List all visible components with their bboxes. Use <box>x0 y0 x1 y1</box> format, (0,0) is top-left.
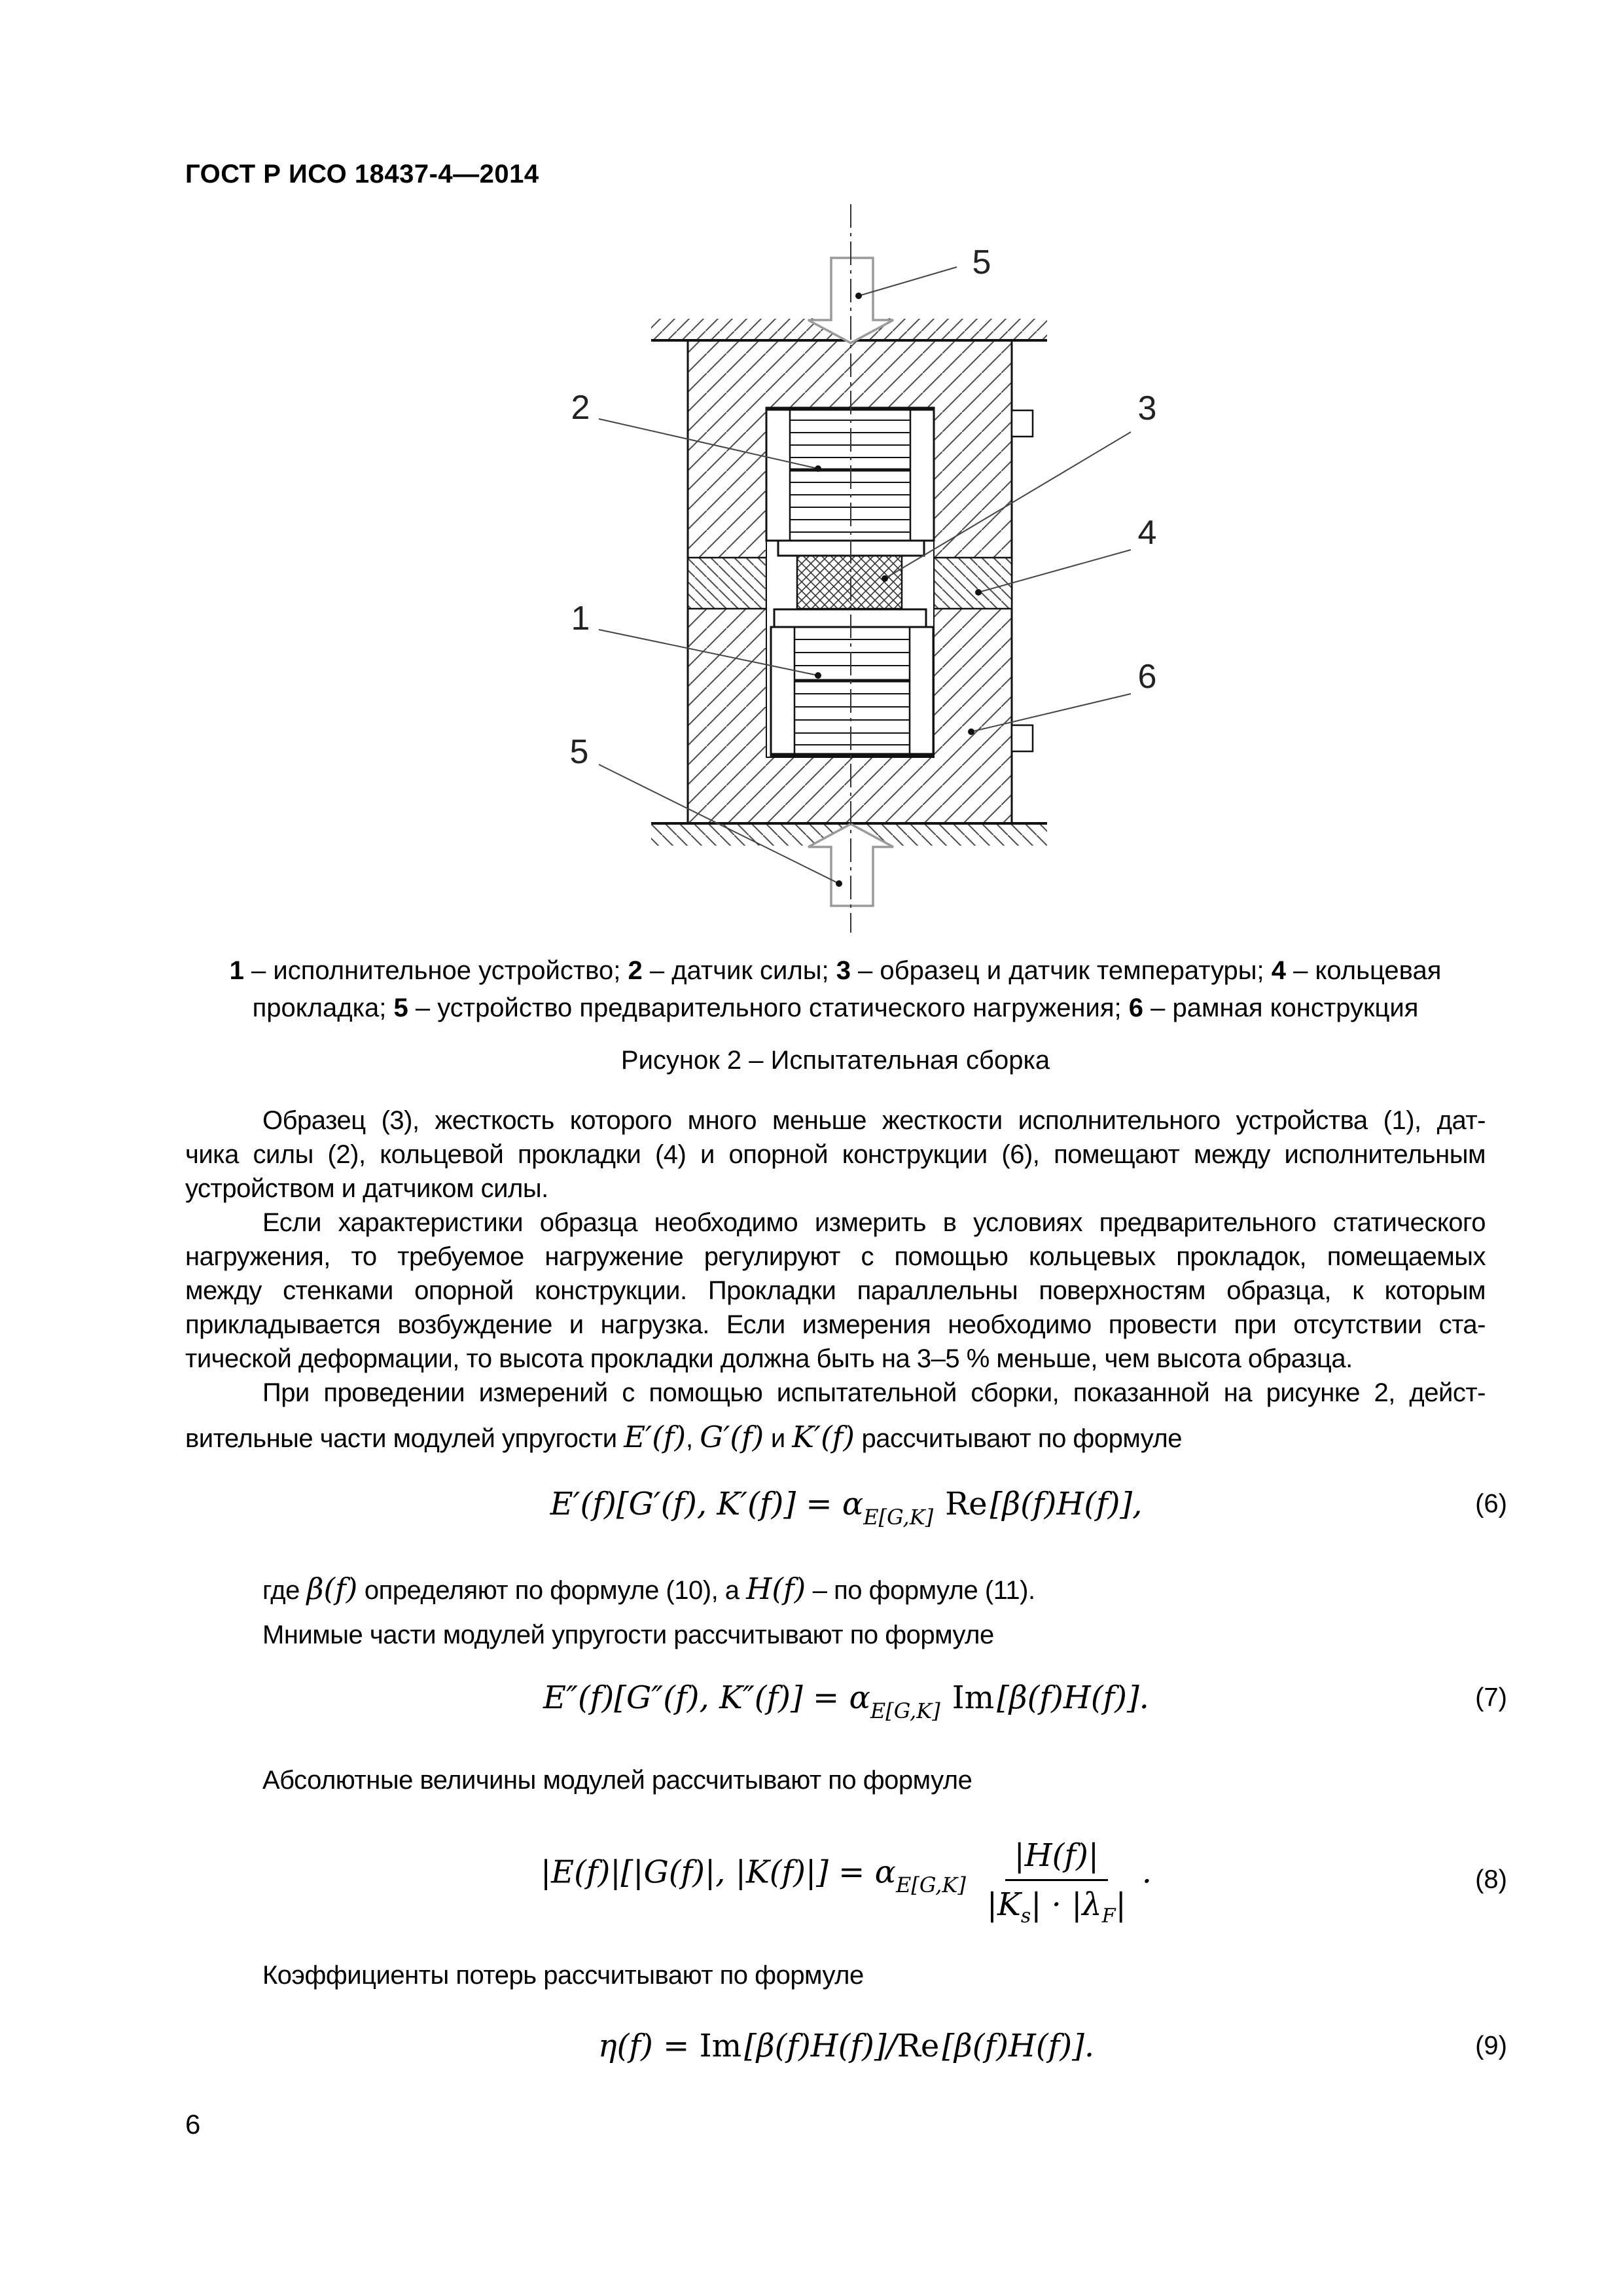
text-fragment: где <box>262 1576 307 1605</box>
formula-9-body <box>598 2028 1094 2064</box>
math-fragment: E′(f)[G′(f), K′(f)] = α <box>550 1486 864 1522</box>
math-operator-Im: Im <box>699 2028 742 2064</box>
math-fraction <box>978 1837 1135 1928</box>
callout-6: 6 <box>1137 658 1157 696</box>
text-line: прикладывается возбуждение и нагрузка. Если измерения необходимо провести при отсутствии ста- <box>185 1310 1486 1339</box>
fraction-numerator: |H(f)| <box>1005 1837 1108 1881</box>
paragraph-2 <box>185 1206 1486 1376</box>
text-fragment: – по формуле (11). <box>806 1576 1035 1605</box>
math-beta: β(f) <box>306 1571 358 1606</box>
math-fragment: | · |λ <box>1031 1886 1102 1923</box>
math-fragment: [β(f)H(f)] <box>744 2028 887 2064</box>
caption-line-2 <box>185 990 1486 1027</box>
caption-key-3: 3 <box>836 956 851 985</box>
math-operator-Re: Re <box>897 2028 940 2064</box>
figure-title: Рисунок 2 – Испытательная сборка <box>620 1046 1050 1075</box>
paragraph-1 <box>185 1103 1486 1206</box>
text-line: устройством и датчиком силы. <box>185 1174 548 1203</box>
formula-8-body <box>540 1837 1152 1928</box>
math-subscript: F <box>1101 1904 1116 1928</box>
formula-7 <box>185 1668 1507 1728</box>
math-fragment: |E(f)|[|G(f)|, |K(f)|] = α <box>540 1854 896 1891</box>
text-line: Если характеристики образца необходимо измерить в условиях предварительного статического <box>262 1208 1486 1237</box>
note-absolute <box>185 1763 1486 1797</box>
formula-7-body <box>543 1679 1149 1723</box>
callout-4: 4 <box>1137 514 1157 552</box>
callout-5-bottom: 5 <box>569 733 589 771</box>
math-fragment: [β(f)H(f)], <box>990 1486 1143 1522</box>
math-E-prime: E′(f) <box>624 1420 687 1454</box>
figure-2-test-assembly <box>543 190 1322 942</box>
text-line: При проведении измерений с помощью испытательной сборки, показанной на рисунке 2, дейст- <box>262 1378 1486 1407</box>
text-fragment: , <box>686 1424 700 1453</box>
text-line: Коэффициенты потерь рассчитывают по формуле <box>262 1961 864 1990</box>
side-tab-bottom <box>1012 725 1033 751</box>
callout-1: 1 <box>571 600 590 637</box>
caption-key-1: 1 <box>229 956 244 985</box>
math-fragment: E″(f)[G″(f), K″(f)] = α <box>543 1679 870 1716</box>
text-line: Абсолютные величины модулей рассчитывают по формуле <box>262 1766 972 1795</box>
ring-pad-right <box>934 558 1012 609</box>
ring-pad-left <box>688 558 766 609</box>
math-H: H(f) <box>746 1571 806 1606</box>
text-line: нагружения, то требуемое нагружение регулируют с помощью кольцевых прокладок, помещаемых <box>185 1242 1486 1271</box>
math-operator-Im: Im <box>952 1679 995 1716</box>
text-fragment: вительные части модулей упругости <box>185 1424 624 1453</box>
math-subscript: E[G,K] <box>895 1873 966 1898</box>
caption-key-5: 5 <box>393 994 408 1022</box>
callout-2: 2 <box>571 389 590 427</box>
caption-text: – датчик силы; <box>642 956 836 985</box>
text-line: Образец (3), жесткость которого много меньше жесткости исполнительного устройства (1), дат- <box>262 1106 1486 1135</box>
math-fragment: | <box>1115 1886 1126 1923</box>
math-fragment: . <box>1141 1854 1152 1891</box>
note-loss-factor <box>185 1958 1486 1992</box>
text-fragment: рассчитывают по формуле <box>854 1424 1182 1453</box>
text-line: между стенками опорной конструкции. Прокладки параллельны поверхностям образца, к которым <box>185 1276 1486 1305</box>
text-line: Мнимые части модулей упругости рассчитывают по формуле <box>262 1621 994 1649</box>
note-imaginary <box>185 1618 1486 1652</box>
text-line-math <box>185 1562 1486 1618</box>
callout-5-top: 5 <box>972 243 991 281</box>
paragraph-3 <box>185 1376 1486 1466</box>
math-slash: / <box>886 2028 897 2064</box>
math-subscript: s <box>1020 1904 1031 1928</box>
side-tab-top <box>1012 410 1033 437</box>
page-title: ГОСТ Р ИСО 18437-4—2014 <box>185 160 539 188</box>
math-fragment: |K <box>986 1886 1021 1923</box>
formula-number-9: (9) <box>1475 2031 1507 2060</box>
caption-text: – кольцевая <box>1285 956 1442 985</box>
caption-text: – рамная конструкция <box>1143 994 1419 1022</box>
text-line-math <box>185 1410 1486 1466</box>
text-line: тической деформации, то высота прокладки должна быть на 3–5 % меньше, чем высота образца. <box>185 1344 1353 1373</box>
caption-key-6: 6 <box>1128 994 1144 1022</box>
page-number: 6 <box>185 2109 201 2140</box>
formula-9 <box>185 2013 1507 2079</box>
math-fragment: η(f) = <box>597 2028 700 2064</box>
math-fragment: [β(f)H(f)]. <box>942 2028 1095 2064</box>
math-G-prime: G′(f) <box>700 1420 764 1454</box>
text-fragment: определяют по формуле (10), а <box>357 1576 747 1605</box>
caption-key-2: 2 <box>628 956 643 985</box>
actuator <box>771 609 933 756</box>
caption-text: прокладка; <box>252 994 394 1022</box>
text-fragment: и <box>764 1424 793 1453</box>
text-line: чика силы (2), кольцевой прокладки (4) и опорной конструкции (6), помещают между исполнительным <box>185 1140 1486 1169</box>
figure-caption <box>185 952 1486 1027</box>
math-fragment: [β(f)H(f)]. <box>997 1679 1149 1716</box>
formula-8 <box>185 1814 1507 1945</box>
caption-text: – устройство предварительного статического нагружения; <box>408 994 1129 1022</box>
formula-number-8: (8) <box>1475 1865 1507 1894</box>
specimen <box>797 556 902 609</box>
fraction-denominator <box>978 1881 1135 1928</box>
caption-text: – исполнительное устройство; <box>243 956 628 985</box>
caption-key-4: 4 <box>1271 956 1286 985</box>
math-subscript: E[G,K] <box>870 1698 940 1723</box>
math-K-prime: K′(f) <box>792 1420 855 1454</box>
caption-text: – образец и датчик температуры; <box>850 956 1272 985</box>
gde-note <box>185 1562 1486 1618</box>
formula-6 <box>185 1474 1507 1534</box>
formula-number-6: (6) <box>1475 1489 1507 1518</box>
math-operator-Re: Re <box>945 1486 988 1522</box>
math-subscript: E[G,K] <box>863 1505 934 1530</box>
callout-3: 3 <box>1137 389 1157 427</box>
formula-number-7: (7) <box>1475 1683 1507 1712</box>
caption-line-1 <box>185 952 1486 990</box>
formula-6-body <box>550 1486 1143 1530</box>
